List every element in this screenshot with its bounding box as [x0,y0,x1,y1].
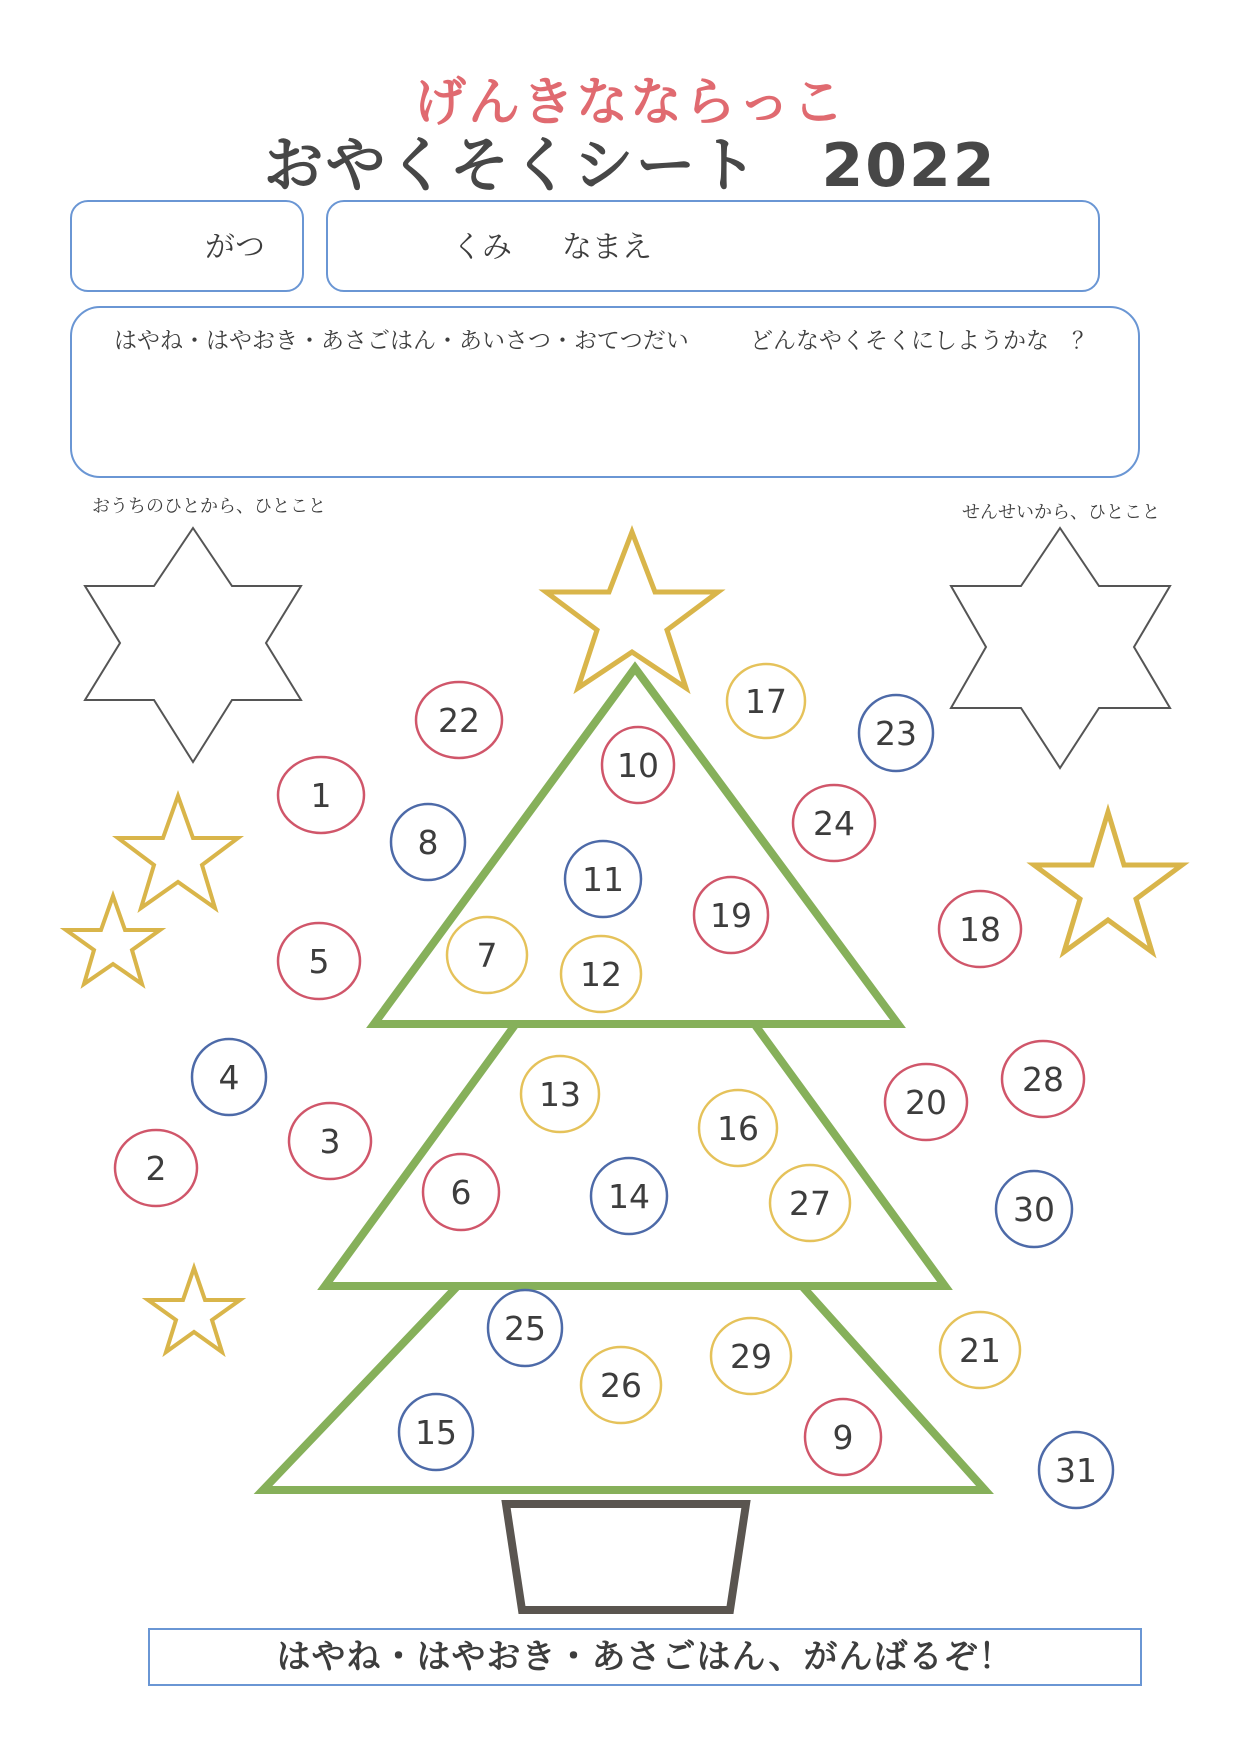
family-comment-star[interactable] [85,528,301,762]
day-number: 21 [959,1331,1001,1370]
promise-question: どんなやくそくにしようかな ？ [750,328,1095,354]
class-label: くみ [452,230,512,265]
day-circle-25[interactable] [488,1290,562,1366]
day-circle-23[interactable] [859,695,933,771]
gold-star-icon [1034,812,1182,952]
day-number: 16 [717,1109,759,1148]
day-number: 6 [450,1173,472,1212]
day-circle-14[interactable] [591,1158,667,1234]
day-number: 18 [959,910,1001,949]
teacher-comment-label: せんせいから、ひとこと [962,502,1160,523]
family-comment-label: おうちのひとから、ひとこと [92,496,326,517]
day-number: 15 [415,1413,457,1452]
gold-star-icon [66,896,160,984]
day-circle-10[interactable] [602,727,674,803]
day-number: 7 [476,936,498,975]
day-circle-17[interactable] [727,664,805,738]
tree-trunk [506,1504,746,1610]
day-number: 20 [905,1083,947,1122]
day-number: 22 [438,701,480,740]
day-number: 2 [145,1149,167,1188]
day-number: 12 [580,955,622,994]
day-circle-13[interactable] [521,1056,599,1132]
day-circle-18[interactable] [939,891,1021,967]
day-circle-30[interactable] [996,1171,1072,1247]
day-number: 31 [1055,1451,1097,1490]
day-circle-15[interactable] [399,1394,473,1470]
teacher-comment-star[interactable] [951,528,1170,768]
promise-examples: はやね・はやおき・あさごはん・あいさつ・おてつだい [114,328,689,354]
day-number: 14 [608,1177,650,1216]
day-circle-1[interactable] [278,757,364,833]
day-circle-28[interactable] [1002,1041,1084,1117]
day-number: 25 [504,1309,546,1348]
day-number: 26 [600,1366,642,1405]
day-number: 19 [710,896,752,935]
day-circle-24[interactable] [793,785,875,861]
day-number: 24 [813,804,855,843]
day-number: 23 [875,714,917,753]
day-circle-2[interactable] [115,1130,197,1206]
day-number: 3 [319,1122,341,1161]
day-circle-26[interactable] [581,1347,661,1423]
day-number: 29 [730,1337,772,1376]
day-circle-22[interactable] [416,682,502,758]
tree-top-star-icon [546,532,718,688]
sheet-subtitle: げんきなならっこ [413,73,846,133]
day-number: 8 [417,823,439,862]
day-number: 9 [832,1418,854,1457]
day-circle-4[interactable] [192,1039,266,1115]
day-circle-3[interactable] [289,1103,371,1179]
slogan-text: はやね・はやおき・あさごはん、がんばるぞ！ [276,1637,1014,1677]
day-number: 27 [789,1184,831,1223]
name-label: なまえ [562,230,652,265]
gold-star-icon [118,796,238,908]
day-circle-29[interactable] [711,1318,791,1394]
sheet-title: おやくそくシート 2022 [263,131,997,201]
gold-star-icon [148,1268,240,1352]
day-number: 1 [310,776,332,815]
day-circle-27[interactable] [770,1165,850,1241]
day-number: 30 [1013,1190,1055,1229]
day-circle-16[interactable] [699,1090,777,1166]
day-circle-9[interactable] [805,1399,881,1475]
day-circle-20[interactable] [885,1064,967,1140]
day-number: 10 [617,746,659,785]
day-number: 5 [308,942,330,981]
day-number: 13 [539,1075,581,1114]
day-circle-19[interactable] [694,877,768,953]
day-number: 11 [582,860,624,899]
day-number: 28 [1022,1060,1064,1099]
day-circle-31[interactable] [1039,1432,1113,1508]
day-circle-12[interactable] [561,936,641,1012]
day-circle-11[interactable] [565,841,641,917]
day-circle-8[interactable] [391,804,465,880]
month-label: がつ [205,230,265,265]
day-number: 17 [745,682,787,721]
day-circle-21[interactable] [940,1312,1020,1388]
day-number: 4 [218,1058,240,1097]
day-circle-5[interactable] [278,923,360,999]
day-circle-6[interactable] [423,1154,499,1230]
day-circle-7[interactable] [447,917,527,993]
